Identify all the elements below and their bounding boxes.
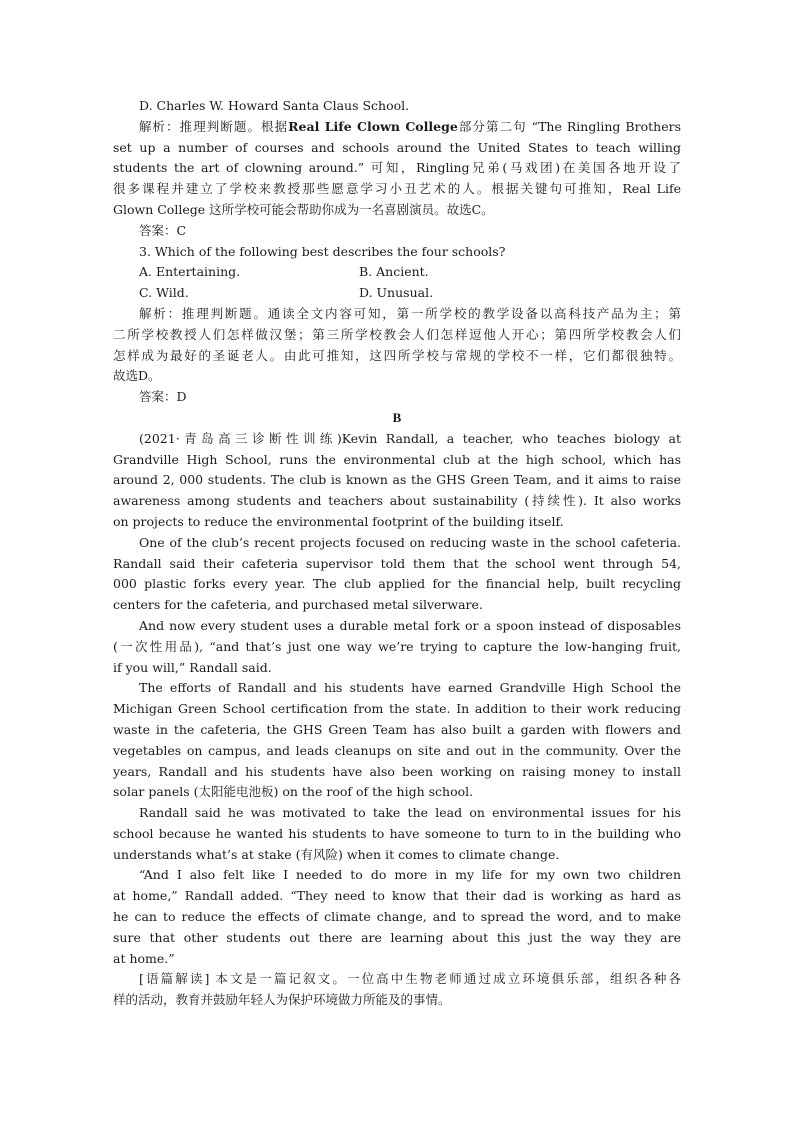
passage-line: Grandville High School, runs the environmental club at the high school, which has (113, 451, 681, 467)
passage-line: on projects to reduce the environmental footprint of the building itself. (113, 513, 564, 529)
analysis-line: students the art of clowning around.” 可知，Ringling兄弟(马戏团)在美国各地开设了 (113, 160, 681, 176)
section-heading: B (392, 409, 402, 425)
analysis-line (113, 117, 681, 138)
passage-line: awareness among students and teachers about sustainability (持续性). It also works (113, 493, 681, 509)
passage-line: waste in the cafeteria, the GHS Green Team has also built a garden with flowers and (113, 721, 681, 737)
analysis-text: 解析：推理判断题。根据 (139, 118, 289, 134)
option-d: D. Unusual. (359, 285, 434, 301)
bold-section-name: Real Life Clown College (288, 118, 458, 134)
analysis-text: 部分第二句 “The Ringling Brothers (457, 118, 681, 134)
document-page (113, 96, 681, 1011)
analysis-line: 很多课程并建立了学校来教授那些愿意学习小丑艺术的人。根据关键句可推知，Real Life (113, 181, 681, 197)
passage-line: centers for the cafeteria, and purchased metal silverware. (113, 597, 483, 613)
option-b: B. Ancient. (359, 264, 429, 280)
analysis-line: 故选D。 (113, 368, 161, 384)
analysis-line: 怎样成为最好的圣诞老人。由此可推知，这四所学校与常规的学校不一样，它们都很独特。 (113, 347, 681, 363)
passage-line: Randall said he was motivated to take the lead on environmental issues for his (139, 805, 681, 821)
option-a: A. Entertaining. (139, 264, 241, 280)
passage-line: Randall said their cafeteria supervisor told them that the school went through 54, (113, 555, 681, 571)
passage-line: “And I also felt like I needed to do more in my life for my own two children (139, 867, 681, 883)
passage-line: school because he wanted his students to have someone to turn to in the building who (113, 825, 681, 841)
passage-line: The efforts of Randall and his students have earned Grandville High School the (139, 680, 681, 696)
options-row (113, 262, 681, 283)
passage-line: at home,” Randall added. “They need to know that their dad is working as hard as (113, 888, 681, 904)
passage-line: at home.” (113, 950, 175, 966)
passage-line: if you will,” Randall said. (113, 659, 272, 675)
passage-line: years, Randall and his students have also been working on raising money to install (113, 763, 681, 779)
analysis-line: set up a number of courses and schools around the United States to teach willing (113, 139, 681, 155)
options-row (113, 283, 681, 304)
passage-line: And now every student uses a durable metal fork or a spoon instead of disposables (139, 617, 681, 633)
passage-line: vegetables on campus, and leads cleanups on site and out in the community. Over the (113, 742, 681, 758)
option-c: C. Wild. (139, 285, 189, 301)
analysis-line: 二所学校教授人们怎样做汉堡；第三所学校教会人们怎样逗他人开心；第四所学校教会人们 (113, 326, 681, 342)
passage-line: (2021·青岛高三诊断性训练)Kevin Randall, a teacher, who teaches biology at (139, 430, 681, 446)
passage-reading-note: 样的活动，教育并鼓励年轻人为保护环境做力所能及的事情。 (113, 992, 451, 1008)
passage-line: understands what’s at stake (有风险) when it comes to climate change. (113, 846, 560, 862)
question-line: 3. Which of the following best describes the four schools? (139, 243, 506, 259)
passage-line: he can to reduce the effects of climate change, and to spread the word, and to make (113, 909, 681, 925)
passage-line: (一次性用品), “and that’s just one way we’re trying to capture the low-hanging fruit, (113, 638, 681, 654)
passage-line: sure that other students out there are learning about this just the way they are (113, 929, 681, 945)
passage-line: Michigan Green School certification from the state. In addition to their work reducing (113, 701, 681, 717)
passage-line: around 2, 000 students. The club is known as the GHS Green Team, and it aims to raise (113, 472, 681, 488)
passage-line: solar panels (太阳能电池板) on the roof of the high school. (113, 784, 474, 800)
answer-line: 答案：C (139, 222, 187, 238)
passage-reading-note: [语篇解读] 本文是一篇记叙文。一位高中生物老师通过成立环境俱乐部，组织各种各 (139, 971, 681, 987)
analysis-line: 解析：推理判断题。通读全文内容可知，第一所学校的教学设备以高科技产品为主；第 (139, 305, 681, 321)
passage-line: 000 plastic forks every year. The club applied for the financial help, built recycling (113, 576, 681, 592)
option-d-line: D. Charles W. Howard Santa Claus School. (139, 98, 410, 113)
passage-line: One of the club’s recent projects focused on reducing waste in the school cafeteria. (139, 534, 681, 550)
analysis-line: Glown College 这所学校可能会帮助你成为一名喜剧演员。故选C。 (113, 201, 494, 217)
answer-line: 答案：D (139, 389, 187, 405)
